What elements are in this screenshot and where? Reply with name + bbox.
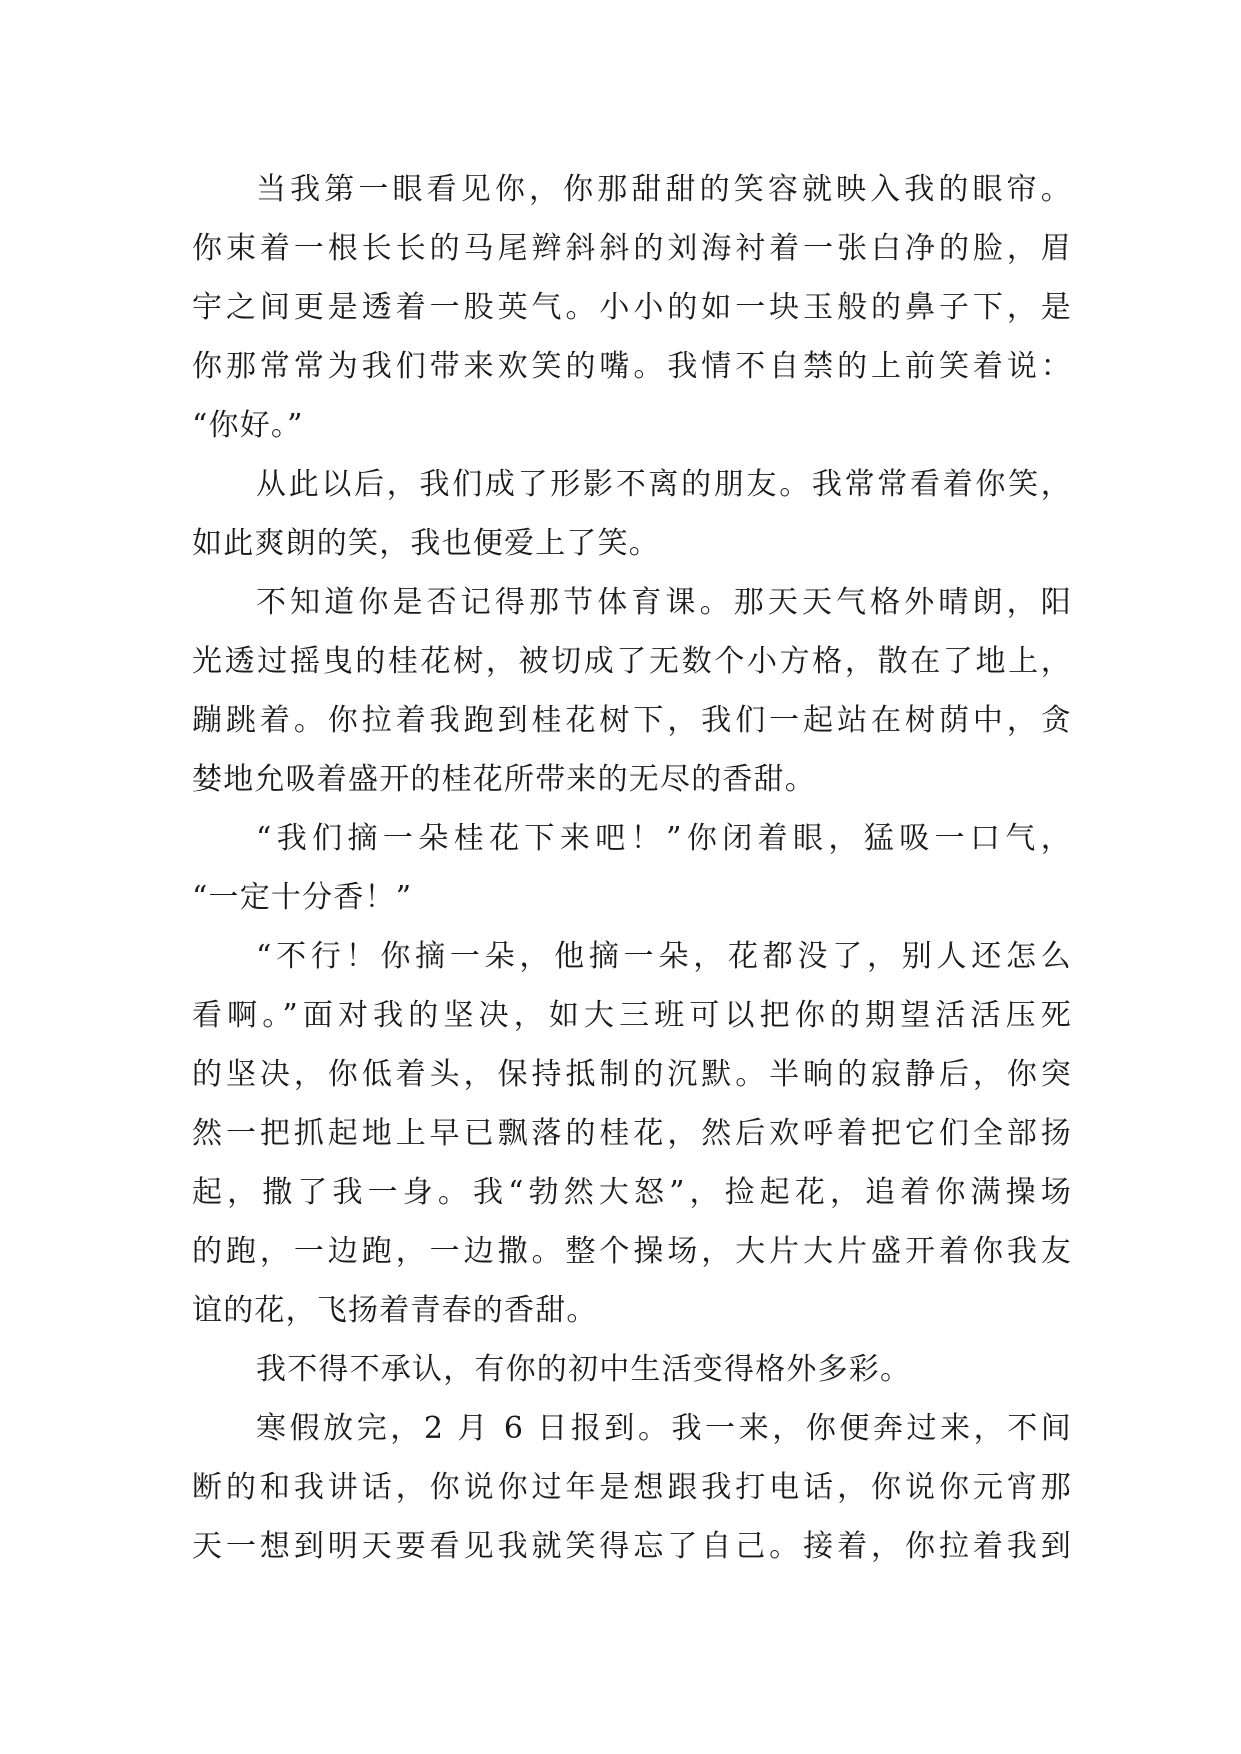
text-line: 你束着一根长长的马尾辫斜斜的刘海衬着一张白净的脸，眉 xyxy=(192,231,1072,266)
text-line: “不行！你摘一朵，他摘一朵，花都没了，别人还怎么 xyxy=(256,939,1072,974)
text-line: 蹦跳着。你拉着我跑到桂花树下，我们一起站在树荫中，贪 xyxy=(192,703,1072,738)
text-line: “你好。” xyxy=(192,408,304,443)
text-line: 然一把抓起地上早已飘落的桂花，然后欢呼着把它们全部扬 xyxy=(192,1116,1072,1151)
text-line: 从此以后，我们成了形影不离的朋友。我常常看着你笑， xyxy=(256,467,1072,502)
text-line: 如此爽朗的笑，我也便爱上了笑。 xyxy=(192,526,660,561)
text-line: 宇之间更是透着一股英气。小小的如一块玉般的鼻子下，是 xyxy=(192,290,1072,325)
text-line: 的跑，一边跑，一边撒。整个操场，大片大片盛开着你我友 xyxy=(192,1234,1072,1269)
text-line: 婪地允吸着盛开的桂花所带来的无尽的香甜。 xyxy=(192,762,816,797)
text-line: 不知道你是否记得那节体育课。那天天气格外晴朗，阳 xyxy=(256,585,1072,620)
text-line: 谊的花，飞扬着青春的香甜。 xyxy=(192,1293,598,1328)
text-line: 当我第一眼看见你，你那甜甜的笑容就映入我的眼帘。 xyxy=(256,172,1072,207)
text-line: 断的和我讲话，你说你过年是想跟我打电话，你说你元宵那 xyxy=(192,1470,1072,1505)
text-line: 起，撒了我一身。我“勃然大怒”，捡起花，追着你满操场 xyxy=(192,1175,1072,1210)
text-line: 我不得不承认，有你的初中生活变得格外多彩。 xyxy=(256,1352,912,1387)
text-line: “我们摘一朵桂花下来吧！”你闭着眼，猛吸一口气， xyxy=(256,821,1072,856)
text-line: “一定十分香！” xyxy=(192,880,413,915)
text-line: 寒假放完，2 月 6 日报到。我一来，你便奔过来，不间 xyxy=(256,1411,1072,1446)
essay-body xyxy=(192,160,1072,1576)
text-line: 看啊。”面对我的坚决，如大三班可以把你的期望活活压死 xyxy=(192,998,1072,1033)
text-line: 天一想到明天要看见我就笑得忘了自己。接着，你拉着我到 xyxy=(192,1529,1072,1564)
text-line: 光透过摇曳的桂花树，被切成了无数个小方格，散在了地上， xyxy=(192,644,1072,679)
text-line: 你那常常为我们带来欢笑的嘴。我情不自禁的上前笑着说： xyxy=(192,349,1072,384)
text-line: 的坚决，你低着头，保持抵制的沉默。半晌的寂静后，你突 xyxy=(192,1057,1072,1092)
